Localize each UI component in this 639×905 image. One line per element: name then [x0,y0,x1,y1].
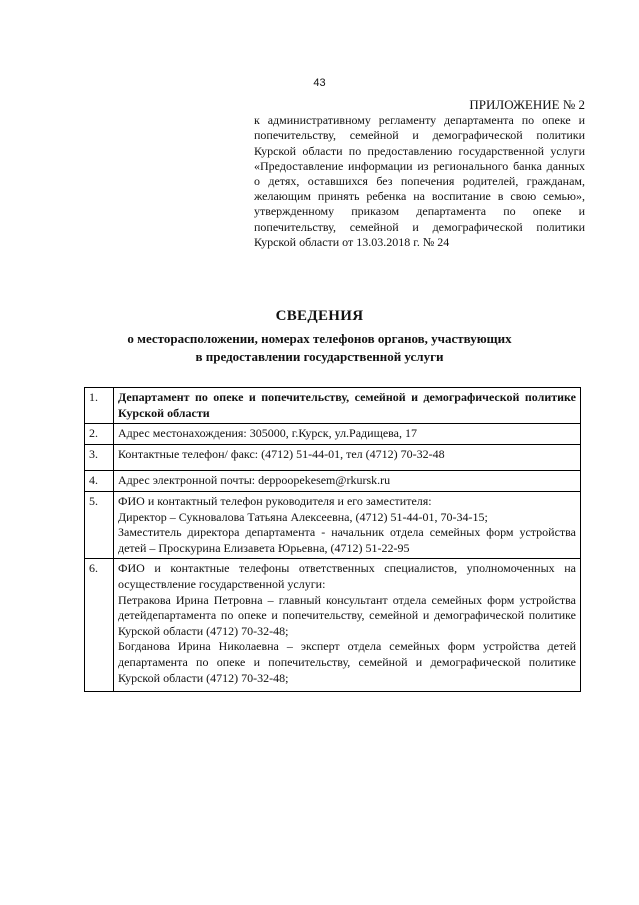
row-number: 3. [85,444,114,471]
row-number: 5. [85,491,114,558]
row-number: 6. [85,559,114,692]
table-row [85,471,581,492]
row-line: Контактные телефон/ факс: (4712) 51-44-01, тел (4712) 70-32-48 [118,446,445,461]
table-row [85,388,581,424]
row-content [114,471,581,492]
row-number: 2. [85,424,114,445]
row-line: Директор – Сукновалова Татьяна Алексеевна, (4712) 51-44-01, 70-34-15; [118,509,488,524]
row-line: Богданова Ирина Николаевна – эксперт отдела семейных форм устройства детей департамента по опеке и попечительству, семейной и демографической политике Курской области (4712) 70-32-48; [118,639,576,685]
appendix-title: ПРИЛОЖЕНИЕ № 2 [469,97,585,112]
row-content [114,444,581,471]
row-content [114,424,581,445]
row-line: ФИО и контактные телефоны ответственных специалистов, уполномоченных на осуществление государственной услуги: [118,561,576,591]
row-line: Заместитель директора департамента - начальник отдела семейных форм устройства детей – Проскурина Елизавета Юрьевна, (4712) 51-22-95 [118,525,576,555]
table-row [85,491,581,558]
row-line: Петракова Ирина Петровна – главный консультант отдела семейных форм устройства детейдепартамента по опеке и попечительству, семейной и демографической политике Курской области (4712) 70-32-48; [118,592,576,638]
table-row [85,559,581,692]
row-content [114,491,581,558]
row-line: ФИО и контактный телефон руководителя и его заместителя: [118,493,432,508]
table-row [85,424,581,445]
row-line: Департамент по опеке и попечительству, семейной и демографической политике Курской области [118,390,576,420]
row-line: Адрес электронной почты: deppoopekesem@rkursk.ru [118,473,391,488]
row-number: 1. [85,388,114,424]
table-row [85,444,581,471]
appendix-text: к административному регламенту департамента по опеке и попечительству, семейной и демографической политики Курской области по предоставлению государственной услуги «Предоставление информации из регионального банка данных о детях, оставшихся без попечения родителей, гражданам, желающим принять ребенка на воспитание в свою семью», утвержденному приказом департамента по опеке и попечительству, семейной и демографической политики Курской области от 13.03.2018 г. № 24 [254,113,585,249]
row-content [114,388,581,424]
document-title: СВЕДЕНИЯ [275,308,364,324]
row-content [114,559,581,692]
subtitle-line: о месторасположении, номерах телефонов органов, участвующих [127,331,512,346]
appendix-block [254,97,585,250]
page-number: 43 [313,77,326,89]
info-table [84,387,581,692]
row-number: 4. [85,471,114,492]
row-line: Адрес местонахождения: 305000, г.Курск, ул.Радищева, 17 [118,426,417,441]
subtitle-line: в предоставлении государственной услуги [195,349,444,364]
document-subtitle [60,330,579,366]
